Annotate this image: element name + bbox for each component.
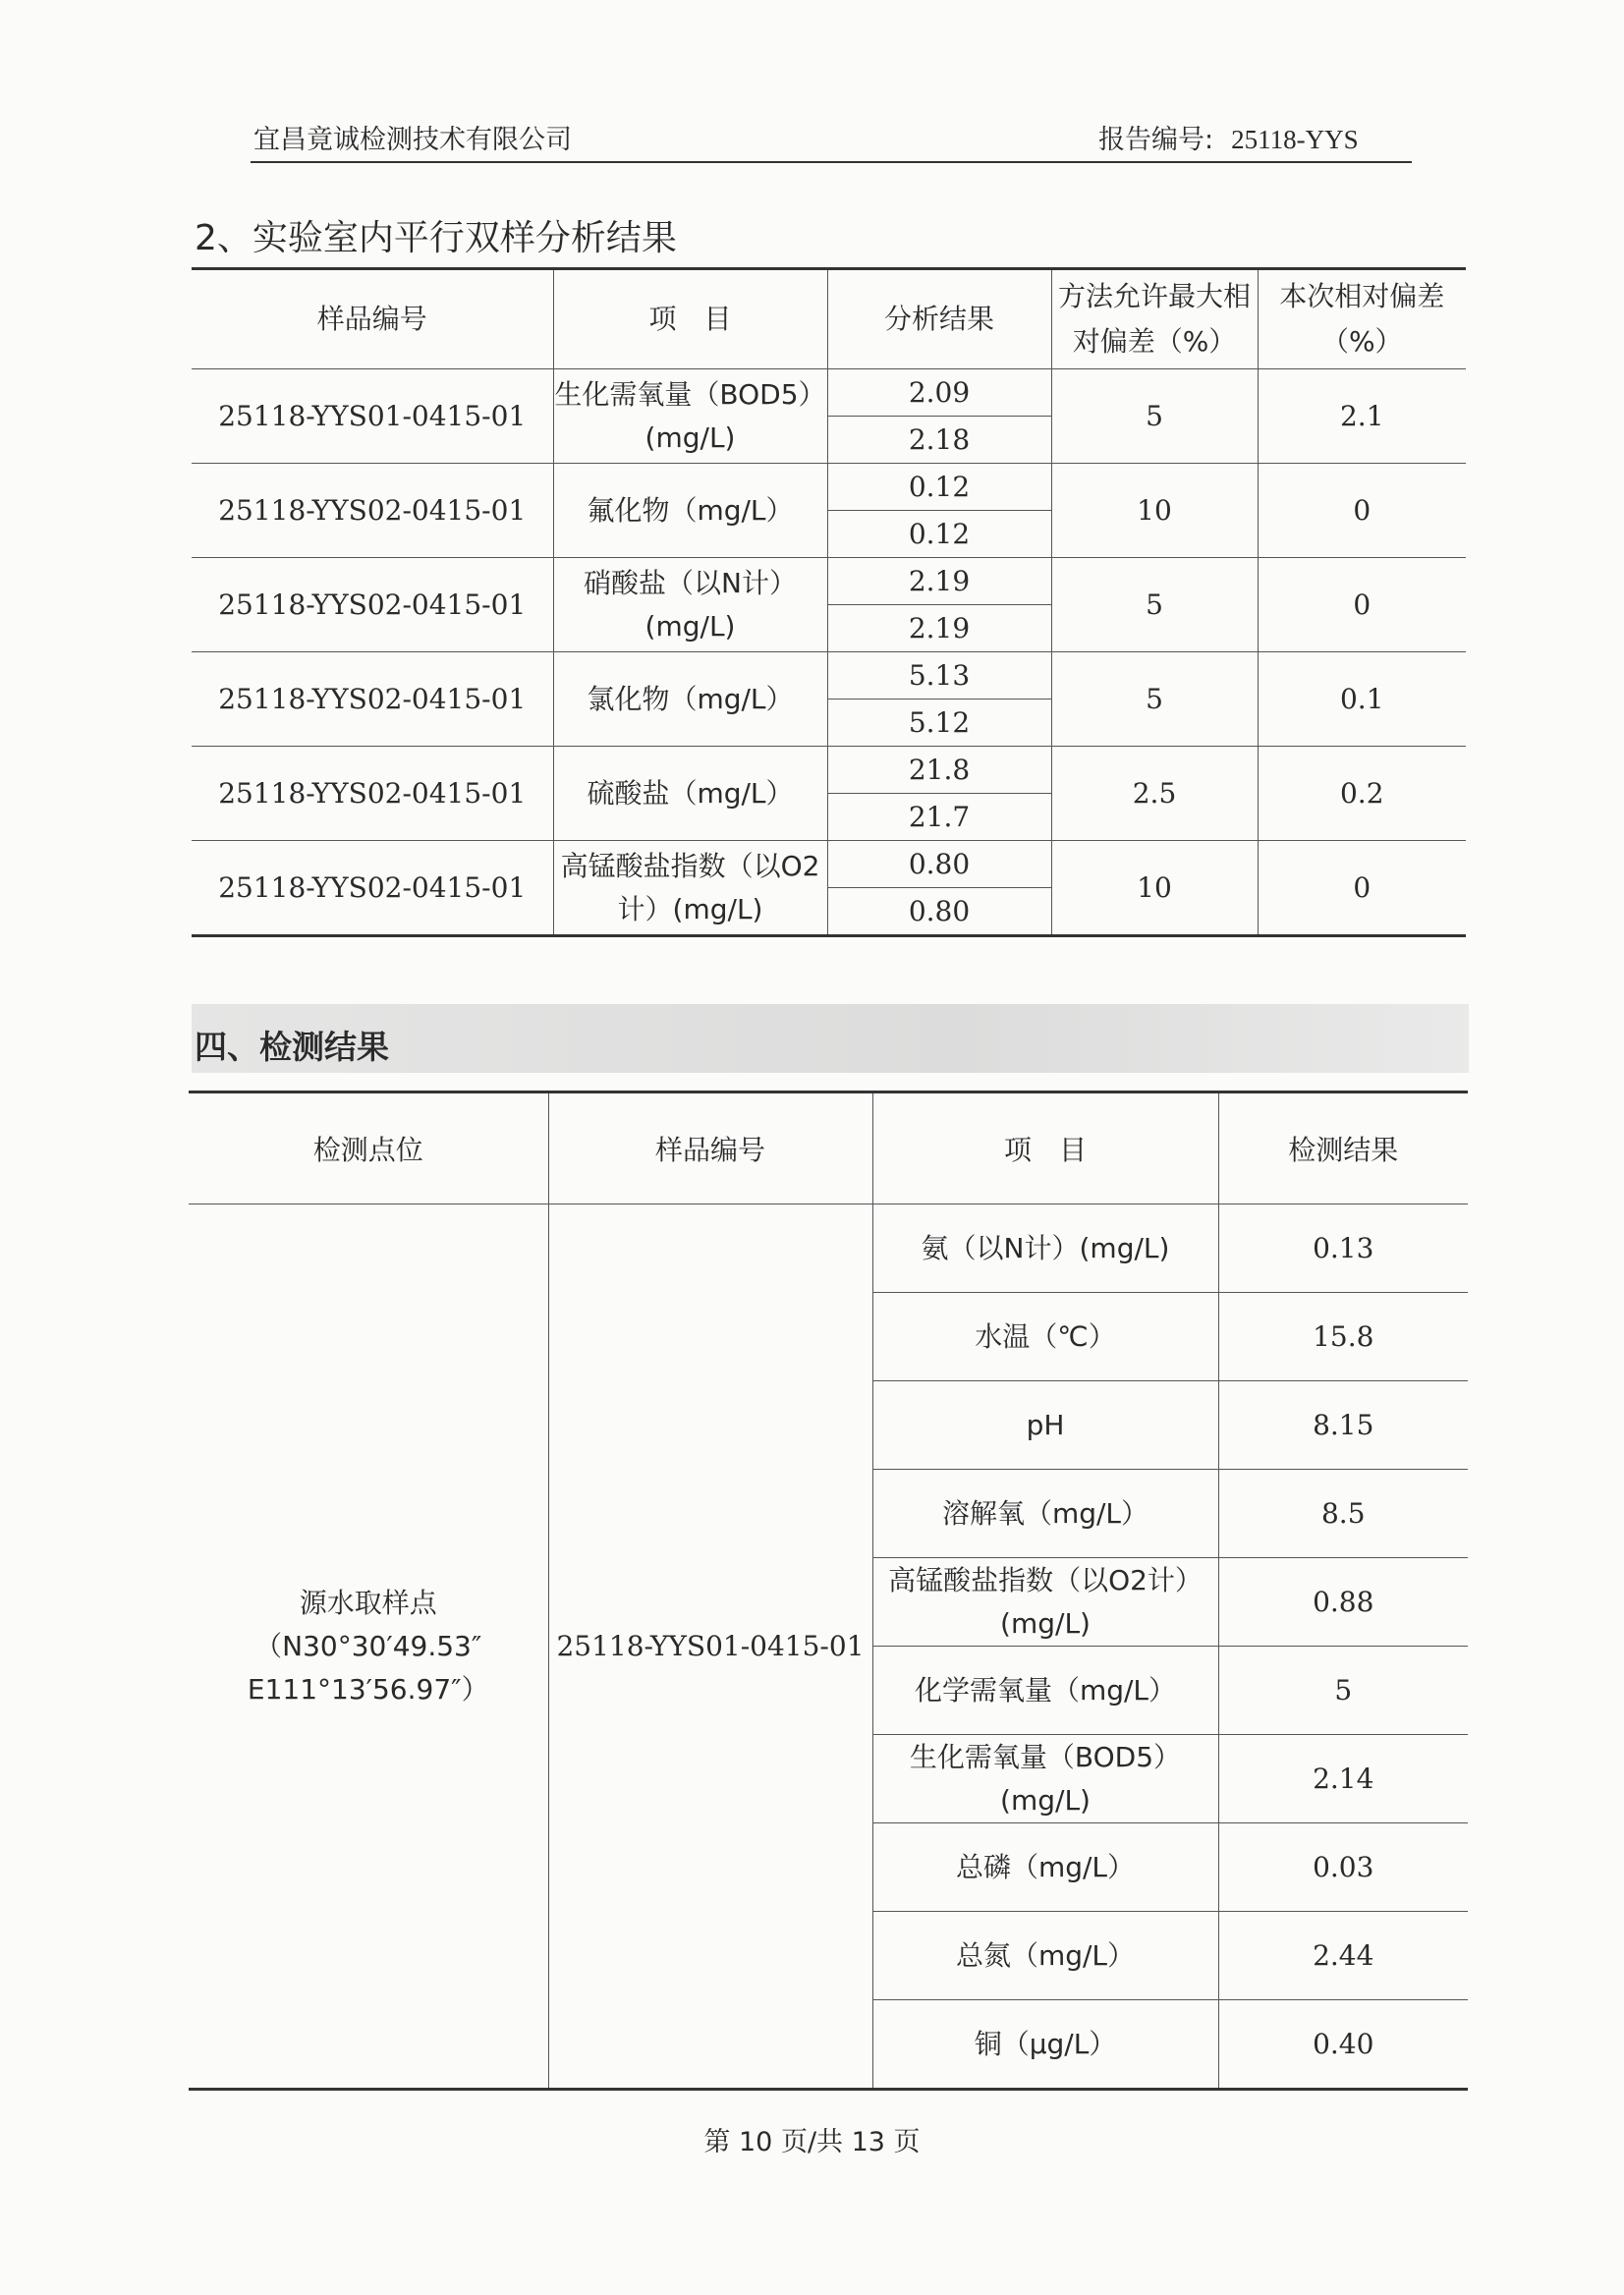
item: 总磷（mg/L） — [872, 1823, 1218, 1912]
item: 氯化物（mg/L） — [553, 652, 827, 747]
result-2: 2.19 — [827, 605, 1051, 652]
col-sample-no: 样品编号 — [192, 269, 553, 369]
table-row — [192, 558, 1466, 605]
table-row — [192, 369, 1466, 417]
item: 水温（℃） — [872, 1293, 1218, 1381]
deviation: 0.2 — [1258, 747, 1466, 841]
deviation: 0 — [1258, 558, 1466, 652]
table-row — [189, 1204, 1468, 1293]
col-result: 检测结果 — [1218, 1092, 1468, 1204]
deviation: 2.1 — [1258, 369, 1466, 464]
max-deviation: 5 — [1051, 369, 1258, 464]
report-number-label: 报告编号: — [1098, 125, 1214, 155]
deviation: 0.1 — [1258, 652, 1466, 747]
result-1: 2.09 — [827, 369, 1051, 417]
test-results-table — [189, 1091, 1468, 2091]
result-2: 0.80 — [827, 888, 1051, 936]
result: 5 — [1218, 1647, 1468, 1735]
max-deviation: 10 — [1051, 464, 1258, 558]
col-result: 分析结果 — [827, 269, 1051, 369]
max-deviation: 10 — [1051, 841, 1258, 936]
report-number-value: 25118-YYS — [1231, 125, 1359, 154]
table-row — [192, 747, 1466, 794]
item: 氟化物（mg/L） — [553, 464, 827, 558]
result-2: 2.18 — [827, 417, 1051, 464]
item: 氨（以N计）(mg/L) — [872, 1204, 1218, 1293]
col-item: 项 目 — [553, 269, 827, 369]
page-number: 第 10 页/共 13 页 — [703, 2127, 921, 2157]
header-divider — [251, 161, 1412, 163]
sample-no: 25118-YYS02-0415-01 — [192, 464, 553, 558]
col-location: 检测点位 — [189, 1092, 548, 1204]
item: 高锰酸盐指数（以O2计）(mg/L) — [553, 841, 827, 936]
item: 高锰酸盐指数（以O2计）(mg/L) — [872, 1558, 1218, 1647]
item: 硝酸盐（以N计）(mg/L) — [553, 558, 827, 652]
item: 生化需氧量（BOD5）(mg/L) — [553, 369, 827, 464]
col-max-deviation: 方法允许最大相对偏差（%） — [1051, 269, 1258, 369]
result: 0.88 — [1218, 1558, 1468, 1647]
result: 8.15 — [1218, 1381, 1468, 1470]
result-2: 0.12 — [827, 511, 1051, 558]
result: 0.13 — [1218, 1204, 1468, 1293]
sample-no: 25118-YYS01-0415-01 — [192, 369, 553, 464]
sample-no: 25118-YYS02-0415-01 — [192, 841, 553, 936]
table-row — [192, 464, 1466, 511]
item: 硫酸盐（mg/L） — [553, 747, 827, 841]
report-number — [1098, 118, 1359, 156]
sampling-location: 源水取样点（N30°30′49.53″ E111°13′56.97″） — [189, 1204, 548, 2090]
table-header-row — [192, 269, 1466, 369]
item: 化学需氧量（mg/L） — [872, 1647, 1218, 1735]
result-1: 2.19 — [827, 558, 1051, 605]
section-2-title: 2、实验室内平行双样分析结果 — [195, 218, 677, 258]
item: 总氮（mg/L） — [872, 1912, 1218, 2000]
result: 15.8 — [1218, 1293, 1468, 1381]
max-deviation: 2.5 — [1051, 747, 1258, 841]
parallel-sample-table — [192, 267, 1466, 937]
result: 2.14 — [1218, 1735, 1468, 1823]
result-1: 0.80 — [827, 841, 1051, 888]
result: 8.5 — [1218, 1470, 1468, 1558]
table-row — [192, 841, 1466, 888]
result: 2.44 — [1218, 1912, 1468, 2000]
deviation: 0 — [1258, 841, 1466, 936]
item: 生化需氧量（BOD5）(mg/L) — [872, 1735, 1218, 1823]
sample-no: 25118-YYS02-0415-01 — [192, 558, 553, 652]
item: pH — [872, 1381, 1218, 1470]
table-row — [192, 652, 1466, 700]
col-sample-no: 样品编号 — [548, 1092, 872, 1204]
result: 0.03 — [1218, 1823, 1468, 1912]
deviation: 0 — [1258, 464, 1466, 558]
sample-no: 25118-YYS01-0415-01 — [548, 1204, 872, 2090]
table-header-row — [189, 1092, 1468, 1204]
result: 0.40 — [1218, 2000, 1468, 2090]
item: 铜（μg/L） — [872, 2000, 1218, 2090]
result-2: 5.12 — [827, 700, 1051, 747]
col-item: 项 目 — [872, 1092, 1218, 1204]
result-1: 21.8 — [827, 747, 1051, 794]
sample-no: 25118-YYS02-0415-01 — [192, 652, 553, 747]
max-deviation: 5 — [1051, 558, 1258, 652]
company-name: 宜昌竟诚检测技术有限公司 — [253, 125, 572, 155]
section-4-title: 四、检测结果 — [195, 1028, 389, 1066]
result-1: 0.12 — [827, 464, 1051, 511]
result-1: 5.13 — [827, 652, 1051, 700]
col-deviation: 本次相对偏差（%） — [1258, 269, 1466, 369]
result-2: 21.7 — [827, 794, 1051, 841]
sample-no: 25118-YYS02-0415-01 — [192, 747, 553, 841]
max-deviation: 5 — [1051, 652, 1258, 747]
item: 溶解氧（mg/L） — [872, 1470, 1218, 1558]
